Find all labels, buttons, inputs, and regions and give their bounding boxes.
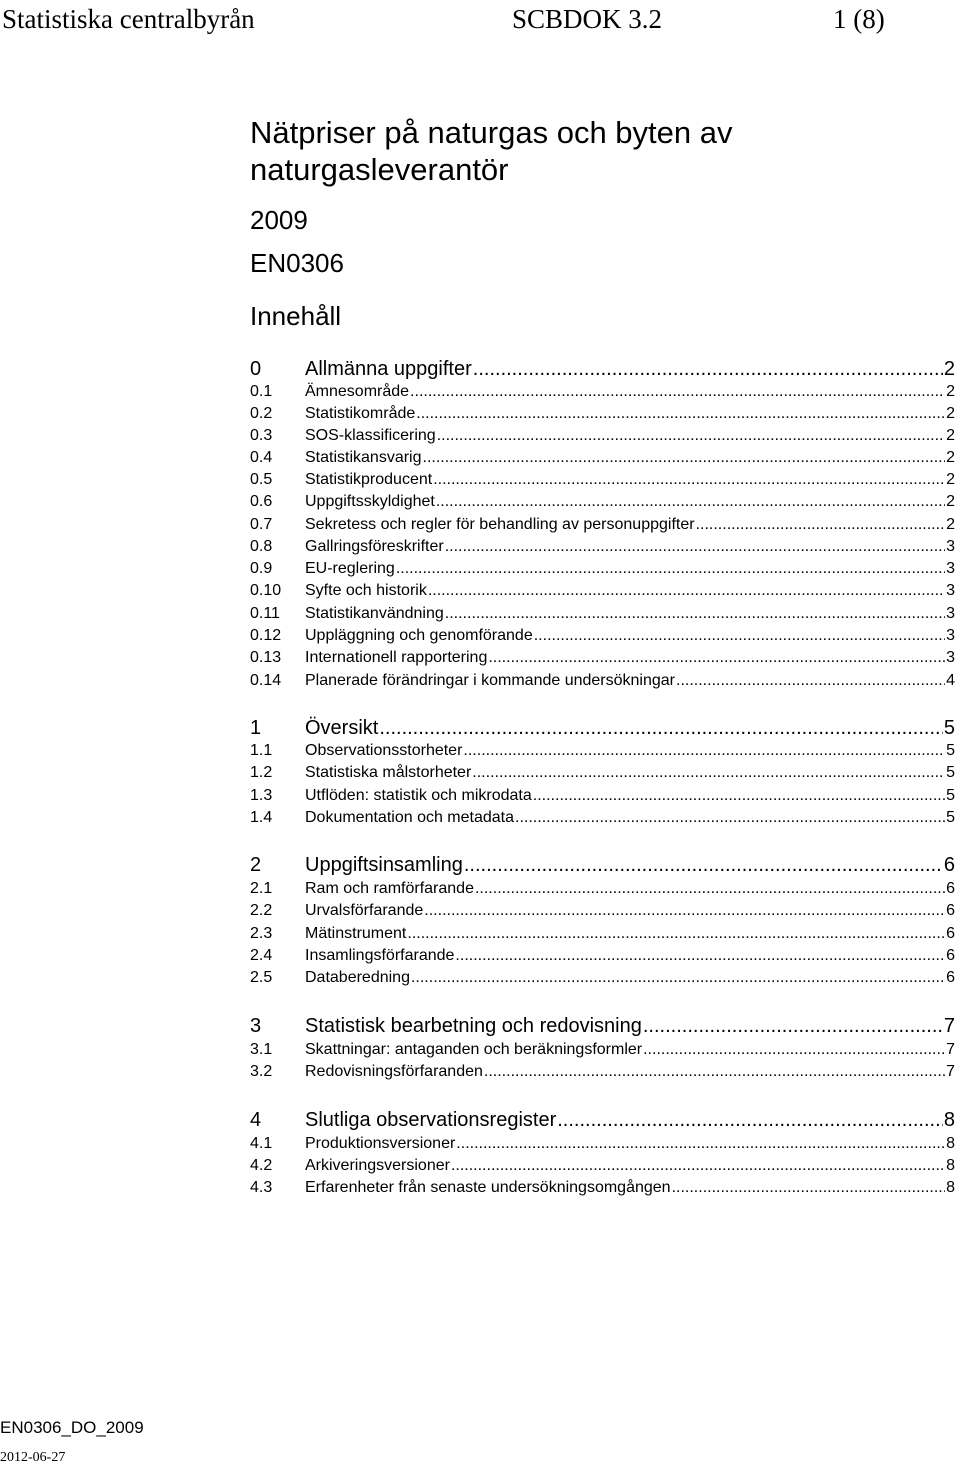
toc-entry-title: Statistikproducent — [305, 471, 433, 488]
toc-entry-page: 2 — [946, 493, 955, 510]
toc-dot-leader — [696, 514, 946, 536]
toc-entry-body — [305, 603, 955, 625]
toc-entry-body — [305, 807, 955, 829]
toc-entry-body — [305, 381, 955, 403]
toc-entry-body — [305, 491, 955, 513]
toc-entry-page: 2 — [946, 449, 955, 466]
toc-entry-number: 0.7 — [250, 516, 273, 533]
toc-entry-number: 0.9 — [250, 560, 273, 577]
toc-entry[interactable] — [250, 740, 960, 762]
toc-entry-body — [305, 851, 955, 879]
footer-date: 2012-06-27 — [0, 1450, 66, 1465]
toc-dot-leader — [557, 1106, 943, 1134]
toc-dot-leader — [533, 785, 945, 807]
toc-entry[interactable] — [250, 1133, 960, 1155]
toc-entry-body — [305, 647, 955, 669]
toc-dot-leader — [423, 447, 946, 469]
toc-dot-leader — [464, 851, 943, 879]
toc-entry[interactable] — [250, 1106, 960, 1134]
toc-entry-title: Produktionsversioner — [305, 1135, 456, 1152]
toc-entry-number: 4.1 — [250, 1135, 273, 1152]
toc-entry-title: Sekretess och regler för behandling av personuppgifter — [305, 516, 695, 533]
toc-entry-body — [305, 1133, 955, 1155]
toc-entry-title: Ram och ramförfarande — [305, 880, 474, 897]
toc-dot-leader — [534, 625, 945, 647]
toc-entry-title: Erfarenheter från senaste undersökningsomgången — [305, 1179, 671, 1196]
toc-entry-number: 3.2 — [250, 1063, 273, 1080]
toc-entry-page: 5 — [943, 717, 955, 739]
toc-entry-number: 0.6 — [250, 493, 273, 510]
toc-entry-title: Statistikområde — [305, 405, 416, 422]
toc-dot-leader — [437, 425, 945, 447]
toc-entry-number: 0.14 — [250, 672, 282, 689]
toc-entry[interactable] — [250, 923, 960, 945]
toc-dot-leader — [672, 1177, 946, 1199]
toc-entry-number: 1.1 — [250, 742, 273, 759]
toc-entry-number: 3 — [250, 1015, 262, 1037]
toc-entry-page: 2 — [946, 405, 955, 422]
toc-entry[interactable] — [250, 514, 960, 536]
toc-entry-page: 2 — [946, 427, 955, 444]
toc-entry-number: 0.12 — [250, 627, 282, 644]
toc-entry-title: Dokumentation och metadata — [305, 809, 515, 826]
toc-entry-page: 6 — [943, 854, 955, 876]
header-document-id: SCBDOK 3.2 — [512, 4, 663, 34]
toc-entry[interactable] — [250, 785, 960, 807]
toc-heading: Innehåll — [250, 301, 342, 331]
toc-entry-body — [305, 447, 955, 469]
toc-entry[interactable] — [250, 625, 960, 647]
toc-entry[interactable] — [250, 878, 960, 900]
toc-dot-leader — [445, 536, 945, 558]
toc-entry[interactable] — [250, 425, 960, 447]
toc-entry-page: 5 — [946, 787, 955, 804]
toc-entry-body — [305, 762, 955, 784]
toc-entry-number: 0.5 — [250, 471, 273, 488]
toc-dot-leader — [455, 945, 945, 967]
toc-entry-number: 2 — [250, 854, 262, 876]
toc-entry-page: 6 — [946, 880, 955, 897]
toc-entry[interactable] — [250, 403, 960, 425]
toc-entry-number: 3.1 — [250, 1041, 273, 1058]
toc-entry[interactable] — [250, 714, 960, 742]
toc-entry-title: Redovisningsförfaranden — [305, 1063, 483, 1080]
toc-entry-page: 2 — [946, 383, 955, 400]
toc-entry-page: 6 — [946, 902, 955, 919]
toc-dot-leader — [676, 670, 945, 692]
toc-entry-number: 0 — [250, 358, 262, 380]
toc-entry-page: 8 — [943, 1109, 955, 1131]
toc-entry-page: 2 — [943, 358, 955, 380]
toc-entry-page: 3 — [946, 605, 955, 622]
toc-entry-number: 2.3 — [250, 925, 273, 942]
document-code: EN0306 — [250, 248, 344, 278]
toc-entry-page: 6 — [946, 969, 955, 986]
toc-entry-title: Databeredning — [305, 969, 410, 986]
toc-entry-title: Statistiska målstorheter — [305, 764, 472, 781]
toc-dot-leader — [472, 762, 945, 784]
toc-entry-title: Allmänna uppgifter — [305, 358, 472, 380]
header-page-number: 1 (8) — [833, 4, 885, 34]
toc-entry-number: 4 — [250, 1109, 262, 1131]
toc-entry-body — [305, 1177, 955, 1199]
toc-entry-body — [305, 740, 955, 762]
toc-entry[interactable] — [250, 447, 960, 469]
toc-entry-title: Urvalsförfarande — [305, 902, 424, 919]
toc-entry-body — [305, 403, 955, 425]
toc-dot-leader — [463, 740, 945, 762]
toc-dot-leader — [456, 1133, 945, 1155]
toc-entry[interactable] — [250, 967, 960, 989]
document-title-line-1: Nätpriser på naturgas och byten av — [250, 115, 733, 150]
toc-entry-title: Arkiveringsversioner — [305, 1157, 450, 1174]
toc-entry-page: 2 — [946, 516, 955, 533]
toc-entry-page: 3 — [946, 560, 955, 577]
toc-entry-page: 4 — [946, 672, 955, 689]
toc-entry-number: 1.4 — [250, 809, 273, 826]
toc-entry[interactable] — [250, 1177, 960, 1199]
toc-entry[interactable] — [250, 670, 960, 692]
toc-dot-leader — [407, 923, 945, 945]
toc-dot-leader — [433, 469, 945, 491]
toc-dot-leader — [445, 603, 945, 625]
toc-entry-title: Uppgiftsskyldighet — [305, 493, 435, 510]
toc-entry-title: Statistisk bearbetning och redovisning — [305, 1015, 642, 1037]
toc-entry-title: Internationell rapportering — [305, 649, 488, 666]
toc-dot-leader — [488, 647, 945, 669]
toc-dot-leader — [475, 878, 945, 900]
toc-entry-number: 0.13 — [250, 649, 282, 666]
toc-dot-leader — [379, 714, 943, 742]
toc-entry-page: 8 — [946, 1157, 955, 1174]
toc-entry-body — [305, 625, 955, 647]
toc-entry-number: 2.4 — [250, 947, 273, 964]
toc-entry[interactable] — [250, 355, 960, 383]
toc-entry-title: Utflöden: statistik och mikrodata — [305, 787, 532, 804]
toc-entry-body — [305, 558, 955, 580]
toc-entry-number: 1.2 — [250, 764, 273, 781]
toc-entry-number: 0.1 — [250, 383, 273, 400]
toc-entry-title: Ämnesområde — [305, 383, 410, 400]
toc-dot-leader — [411, 967, 945, 989]
toc-entry[interactable] — [250, 1061, 960, 1083]
toc-entry-page: 3 — [946, 582, 955, 599]
toc-dot-leader — [396, 558, 945, 580]
document-year: 2009 — [250, 205, 308, 235]
toc-dot-leader — [643, 1012, 943, 1040]
toc-entry-page: 5 — [946, 764, 955, 781]
toc-entry-title: EU-reglering — [305, 560, 395, 577]
toc-entry-page: 6 — [946, 925, 955, 942]
toc-dot-leader — [515, 807, 945, 829]
toc-entry-number: 0.4 — [250, 449, 273, 466]
toc-entry-number: 4.2 — [250, 1157, 273, 1174]
toc-dot-leader — [416, 403, 945, 425]
toc-entry-page: 7 — [946, 1041, 955, 1058]
toc-entry-number: 0.3 — [250, 427, 273, 444]
toc-entry-number: 1 — [250, 717, 262, 739]
toc-entry-body — [305, 425, 955, 447]
toc-entry-page: 7 — [946, 1063, 955, 1080]
toc-entry-page: 3 — [946, 538, 955, 555]
toc-entry-body — [305, 878, 955, 900]
toc-entry-title: Insamlingsförfarande — [305, 947, 455, 964]
toc-entry-body — [305, 1039, 955, 1061]
toc-entry-body — [305, 1061, 955, 1083]
toc-entry-page: 7 — [943, 1015, 955, 1037]
toc-entry-body — [305, 469, 955, 491]
toc-entry-body — [305, 536, 955, 558]
toc-entry-body — [305, 514, 955, 536]
toc-entry-page: 3 — [946, 649, 955, 666]
toc-entry-title: Mätinstrument — [305, 925, 407, 942]
toc-entry-body — [305, 714, 955, 742]
toc-entry[interactable] — [250, 945, 960, 967]
toc-entry[interactable] — [250, 1039, 960, 1061]
toc-entry-body — [305, 1012, 955, 1040]
toc-entry[interactable] — [250, 536, 960, 558]
toc-entry-body — [305, 900, 955, 922]
footer-document-code: EN0306_DO_2009 — [0, 1418, 144, 1437]
header-organization: Statistiska centralbyrån — [2, 4, 255, 34]
toc-entry-title: Uppgiftsinsamling — [305, 854, 463, 876]
toc-dot-leader — [436, 491, 945, 513]
toc-entry-page: 2 — [946, 471, 955, 488]
toc-entry[interactable] — [250, 558, 960, 580]
toc-entry-title: Syfte och historik — [305, 582, 427, 599]
toc-entry-number: 0.10 — [250, 582, 282, 599]
toc-entry-number: 4.3 — [250, 1179, 273, 1196]
toc-entry[interactable] — [250, 851, 960, 879]
toc-entry[interactable] — [250, 603, 960, 625]
toc-dot-leader — [424, 900, 945, 922]
toc-entry-title: Statistikansvarig — [305, 449, 422, 466]
toc-dot-leader — [428, 580, 945, 602]
toc-entry-number: 1.3 — [250, 787, 273, 804]
toc-entry-title: Planerade förändringar i kommande undersökningar — [305, 672, 675, 689]
toc-entry[interactable] — [250, 381, 960, 403]
toc-entry-number: 2.5 — [250, 969, 273, 986]
toc-entry-body — [305, 1155, 955, 1177]
toc-entry-body — [305, 785, 955, 807]
toc-entry-title: Översikt — [305, 717, 379, 739]
toc-entry-title: Skattningar: antaganden och beräkningsformler — [305, 1041, 643, 1058]
toc-entry-body — [305, 670, 955, 692]
toc-entry[interactable] — [250, 469, 960, 491]
toc-entry-number: 0.8 — [250, 538, 273, 555]
toc-dot-leader — [484, 1061, 945, 1083]
toc-entry-number: 0.11 — [250, 605, 280, 622]
toc-dot-leader — [473, 355, 943, 383]
toc-entry-title: Slutliga observationsregister — [305, 1109, 557, 1131]
toc-entry[interactable] — [250, 1155, 960, 1177]
toc-entry-page: 5 — [946, 742, 955, 759]
toc-dot-leader — [643, 1039, 945, 1061]
toc-entry-title: Observationsstorheter — [305, 742, 463, 759]
toc-entry[interactable] — [250, 807, 960, 829]
toc-entry[interactable] — [250, 491, 960, 513]
document-title-line-2: naturgasleverantör — [250, 152, 509, 187]
toc-entry-page: 3 — [946, 627, 955, 644]
toc-entry[interactable] — [250, 647, 960, 669]
toc-entry[interactable] — [250, 1012, 960, 1040]
toc-entry-number: 0.2 — [250, 405, 273, 422]
toc-dot-leader — [451, 1155, 945, 1177]
toc-entry-title: Statistikanvändning — [305, 605, 444, 622]
toc-entry-number: 2.2 — [250, 902, 273, 919]
toc-entry-title: Uppläggning och genomförande — [305, 627, 533, 644]
toc-entry-body — [305, 923, 955, 945]
toc-dot-leader — [410, 381, 945, 403]
toc-entry-body — [305, 1106, 955, 1134]
toc-entry[interactable] — [250, 762, 960, 784]
toc-entry[interactable] — [250, 580, 960, 602]
toc-entry-page: 5 — [946, 809, 955, 826]
toc-entry-page: 6 — [946, 947, 955, 964]
toc-entry-number: 2.1 — [250, 880, 273, 897]
toc-entry-title: Gallringsföreskrifter — [305, 538, 444, 555]
toc-entry-page: 8 — [946, 1135, 955, 1152]
toc-entry-title: SOS-klassificering — [305, 427, 436, 444]
toc-entry-body — [305, 967, 955, 989]
toc-entry-body — [305, 580, 955, 602]
toc-entry-body — [305, 355, 955, 383]
toc-entry-body — [305, 945, 955, 967]
toc-entry-page: 8 — [946, 1179, 955, 1196]
toc-entry[interactable] — [250, 900, 960, 922]
